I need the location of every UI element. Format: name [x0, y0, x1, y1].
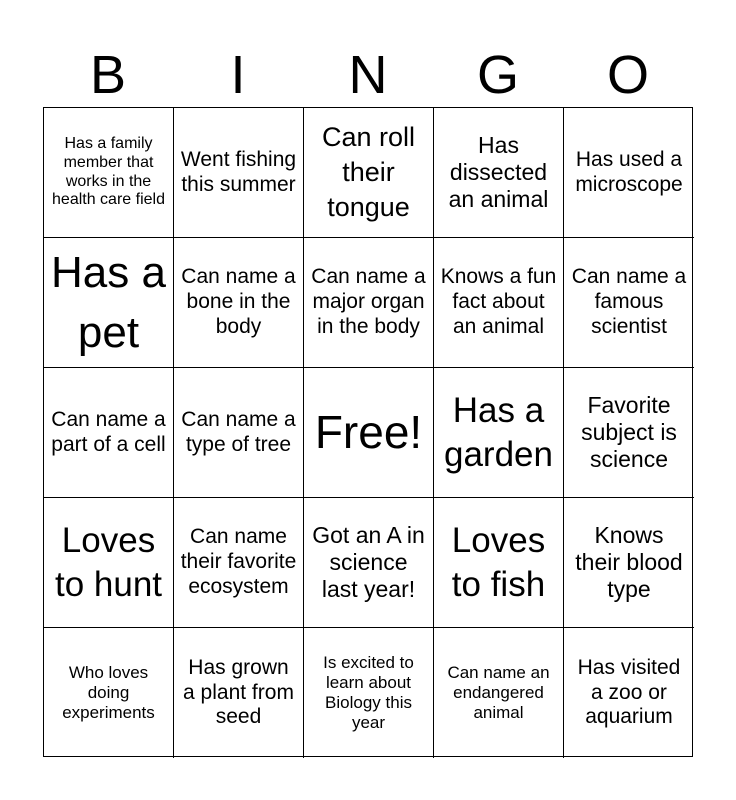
bingo-cell[interactable]: Can name a major organ in the body: [304, 238, 434, 368]
bingo-cell[interactable]: Loves to hunt: [44, 498, 174, 628]
header-letter-n: N: [348, 45, 388, 105]
bingo-cell[interactable]: Has a pet: [44, 238, 174, 368]
header-letter-o: O: [606, 45, 649, 105]
bingo-cell[interactable]: Can name a type of tree: [174, 368, 304, 498]
bingo-cell[interactable]: Has visited a zoo or aquarium: [577, 655, 681, 729]
bingo-cell[interactable]: Can name a part of a cell: [44, 368, 174, 498]
bingo-cell[interactable]: Has a family member that works in the health care field: [44, 108, 174, 238]
bingo-cell[interactable]: Who loves doing experiments: [44, 628, 174, 758]
bingo-cell[interactable]: Can roll their tongue: [304, 108, 434, 238]
free-space[interactable]: Free!: [304, 368, 434, 498]
bingo-cell[interactable]: Got an A in science last year!: [304, 498, 434, 628]
bingo-cell[interactable]: Loves to fish: [434, 498, 564, 628]
bingo-cell[interactable]: Has dissected an animal: [434, 108, 564, 238]
bingo-cell[interactable]: Can name an endangered animal: [434, 628, 564, 758]
bingo-cell[interactable]: Knows their blood type: [564, 498, 694, 628]
bingo-cell[interactable]: Can name a bone in the body: [174, 238, 304, 368]
bingo-header: [43, 42, 693, 108]
bingo-cell[interactable]: Is excited to learn about Biology this year: [304, 628, 434, 758]
bingo-cell[interactable]: Has grown a plant from seed: [174, 628, 304, 758]
bingo-cell[interactable]: Can name their favorite ecosystem: [174, 498, 304, 628]
bingo-cell[interactable]: Favorite subject is science: [564, 368, 694, 498]
bingo-cell[interactable]: Knows a fun fact about an animal: [434, 238, 564, 368]
bingo-cell[interactable]: Has a garden: [434, 368, 564, 498]
header-letter-i: I: [230, 45, 246, 105]
header-letter-b: B: [89, 45, 127, 105]
bingo-cell[interactable]: Can name a famous scientist: [564, 238, 694, 368]
bingo-cell[interactable]: Went fishing this summer: [174, 108, 304, 238]
bingo-board: [43, 107, 693, 757]
header-letter-g: G: [476, 45, 519, 105]
bingo-cell[interactable]: Has used a microscope: [564, 108, 694, 238]
